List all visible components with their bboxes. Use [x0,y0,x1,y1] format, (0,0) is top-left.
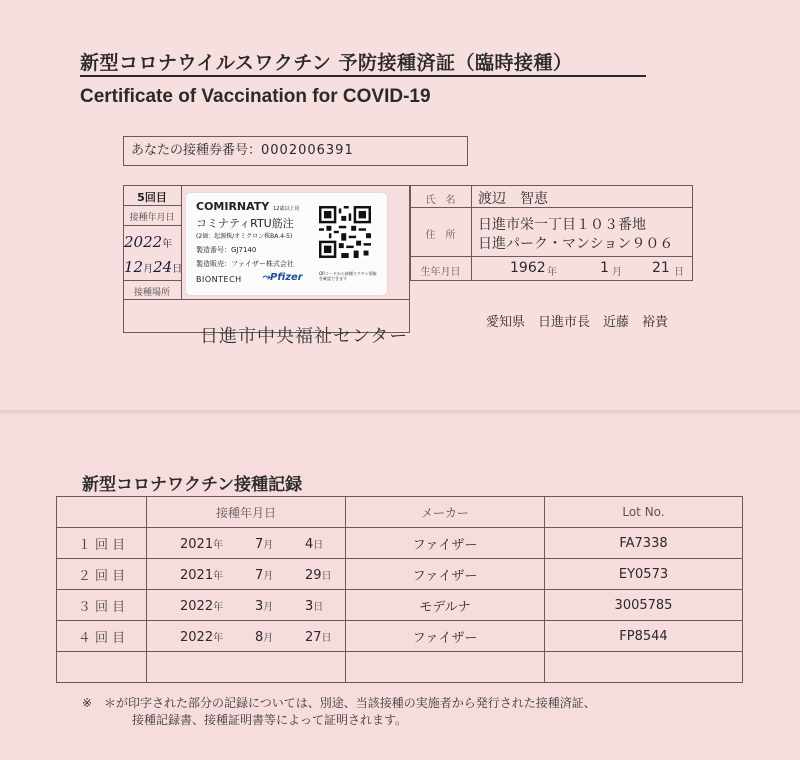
row-date-year [180,629,223,645]
vaccination-place-label: 接種場所 [133,288,170,298]
month-unit: 月 [263,633,274,644]
birth-month: 1 [600,260,609,276]
birth-day-unit: 日 [674,267,684,278]
row-dose: ３ 回 目 [57,590,147,621]
header-dose [57,497,147,528]
row-lot: FP8544 [545,621,743,652]
row-date-day [305,629,332,645]
address-line-1: 日進市栄一丁目１０３番地 [478,217,646,233]
row-date [147,559,346,590]
handwritten-year-unit: 年 [162,239,173,250]
year-unit: 年 [213,540,224,551]
day-value: 4 [305,537,314,552]
row-date-month [255,536,273,552]
row-date-year [180,598,223,614]
footnote-mark: ※ [82,696,93,710]
sticker-maker: 製造販売：ファイザー株式会社 [196,260,294,268]
table-header-row [57,497,743,528]
month-value: 3 [255,599,264,614]
sticker-brand [196,200,300,213]
dose-number-label: 5回目 [137,191,167,204]
vaccination-place-stamp: 日進市中央福祉センター [200,326,409,347]
table-row [57,621,743,652]
day-unit: 日 [313,602,324,613]
header-date: 接種年月日 [147,497,346,528]
year-unit: 年 [213,571,224,582]
footnote [82,695,596,729]
row-maker: ファイザー [346,621,545,652]
row-lot: 3005785 [545,590,743,621]
handwritten-day-unit: 日 [172,264,183,275]
pfizer-logo-text: Pfizer [270,272,303,283]
qr-code-icon [319,206,371,258]
title-underline [80,75,646,77]
empty-cell [545,652,743,683]
row-maker: モデルナ [346,590,545,621]
handwritten-day: 24 [153,258,173,276]
year-value: 2021 [180,568,214,583]
grid-divider [410,256,693,257]
row-maker: ファイザー [346,559,545,590]
month-value: 7 [255,537,264,552]
address-line-2: 日進パーク・マンション９０６ [478,236,674,252]
birth-year-unit: 年 [547,267,557,278]
birth-year: 1962 [510,260,546,276]
year-unit: 年 [213,633,224,644]
sticker-age-note: 12歳以上用 [273,206,300,212]
handwritten-month-day [124,258,182,276]
pfizer-logo [262,272,303,283]
row-date-month [255,567,273,583]
coupon-label: あなたの接種券番号： [131,143,262,158]
handwritten-year [124,233,172,251]
issuer-mayor: 愛知県 日進市長 近藤 裕貴 [486,315,669,330]
grid-divider [123,280,181,281]
year-unit: 年 [213,602,224,613]
header-maker: メーカー [346,497,545,528]
sticker-product: コミナティRTU筋注 [196,217,294,230]
year-value: 2022 [180,630,214,645]
coupon-number-box [123,136,468,166]
row-dose: ２ 回 目 [57,559,147,590]
row-date-year [180,536,223,552]
birth-month-unit: 月 [612,267,622,278]
table-row [57,528,743,559]
empty-cell [346,652,545,683]
pfizer-swirl-icon: ⤳ [262,272,270,283]
month-value: 7 [255,568,264,583]
month-unit: 月 [263,602,274,613]
year-value: 2022 [180,599,214,614]
header-lot: Lot No. [545,497,743,528]
person-name: 渡辺 智恵 [478,191,548,207]
row-lot: FA7338 [545,528,743,559]
sticker-variant: (2価：起源株/オミクロン株BA.4-5) [196,233,293,240]
row-maker: ファイザー [346,528,545,559]
row-date-year [180,567,223,583]
year-value: 2021 [180,537,214,552]
sticker-brand-name: COMIRNATY [196,200,270,213]
day-value: 29 [305,568,322,583]
row-date-day [305,567,332,583]
month-unit: 月 [263,571,274,582]
footnote-line-1: ＊が印字された部分の記録については、別途、当該接種の実施者から発行された接種済証、 [104,696,596,710]
vaccination-date-label: 接種年月日 [129,213,175,223]
day-unit: 日 [313,540,324,551]
grid-divider [123,299,410,300]
table-row [57,590,743,621]
row-date [147,590,346,621]
footnote-line-2: 接種記録書、接種証明書等によって証明されます。 [132,713,408,727]
grid-divider [181,185,182,299]
title-english: Certificate of Vaccination for COVID-19 [80,86,431,107]
birthdate-label: 生年月日 [420,267,461,278]
grid-divider [123,225,181,226]
grid-divider [471,185,472,281]
address-label: 住 所 [425,230,456,241]
table-row-empty [57,652,743,683]
qr-note: QRコードから接種ワクチン情報を確認できます [319,271,377,281]
sticker-lot: 製造番号：GJ7140 [196,246,257,254]
vaccine-lot-sticker [186,193,387,295]
empty-cell [57,652,147,683]
row-lot: EY0573 [545,559,743,590]
month-value: 8 [255,630,264,645]
name-label: 氏 名 [425,195,456,206]
day-value: 27 [305,630,322,645]
table-row [57,559,743,590]
day-unit: 日 [321,633,332,644]
row-date [147,621,346,652]
vaccination-records-table [56,496,743,683]
handwritten-month-unit: 月 [143,264,154,275]
empty-cell [147,652,346,683]
row-dose: ４ 回 目 [57,621,147,652]
title-japanese: 新型コロナウイルスワクチン 予防接種済証（臨時接種） [80,52,573,74]
row-date [147,528,346,559]
row-date-day [305,536,323,552]
grid-divider [410,207,693,208]
handwritten-year-value: 2022 [124,233,163,251]
row-date-month [255,629,273,645]
handwritten-month: 12 [124,258,144,276]
row-date-day [305,598,323,614]
month-unit: 月 [263,540,274,551]
biontech-logo: BIONTECH [196,275,242,284]
day-value: 3 [305,599,314,614]
row-date-month [255,598,273,614]
day-unit: 日 [321,571,332,582]
paper-fold-line [0,410,800,414]
records-title: 新型コロナワクチン接種記録 [82,475,303,495]
coupon-number: 0002006391 [261,143,354,158]
birth-day: 21 [652,260,670,276]
row-dose: １ 回 目 [57,528,147,559]
grid-divider [123,205,181,206]
